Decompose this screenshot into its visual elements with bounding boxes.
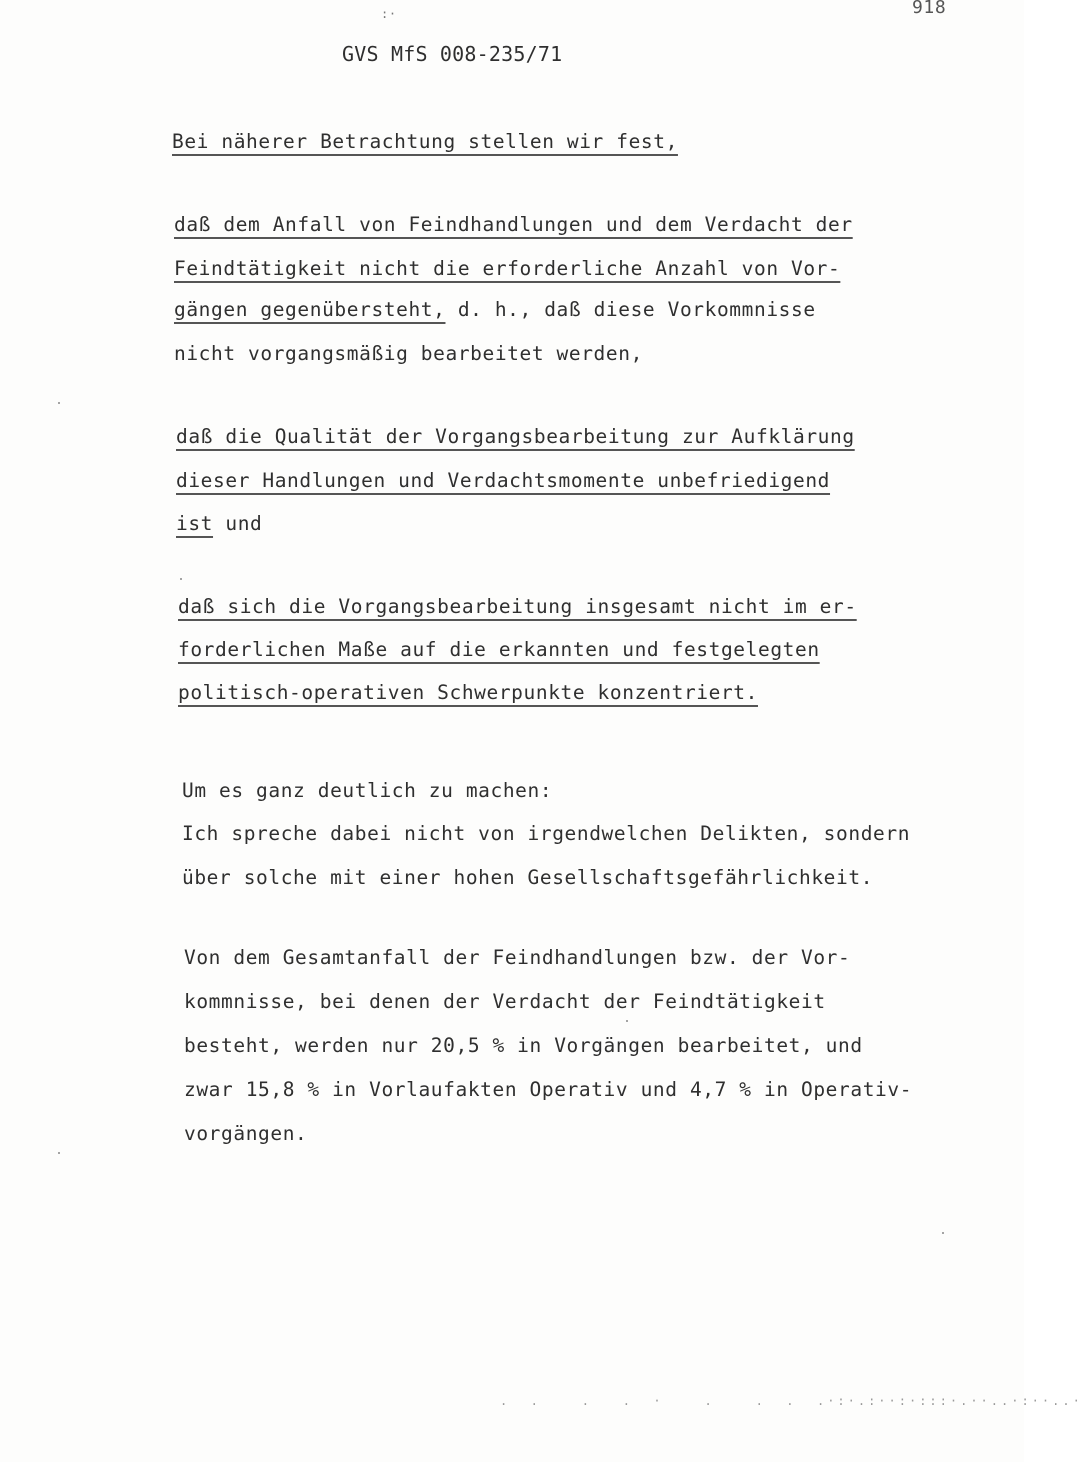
para1-line-3-underlined: gängen gegenübersteht, [174, 298, 446, 321]
para2-line-3-underlined: ist [176, 512, 214, 535]
para1-line-2: Feindtätigkeit nicht die erforderliche Anzahl von Vor- [174, 257, 841, 280]
para4-line-3: über solche mit einer hohen Gesellschaftsgefährlichkeit. [182, 866, 874, 889]
para2-line-3 [176, 512, 262, 536]
para3-line-1: daß sich die Vorgangsbearbeitung insgesamt nicht im er- [178, 595, 857, 618]
para4-line-1: Um es ganz deutlich zu machen: [182, 779, 553, 802]
para1-line-3 [174, 298, 816, 322]
scan-noise: . . . . · . . . .·:·.:··:·:::·.··..·:··..· [500, 1394, 1083, 1408]
speck [180, 578, 182, 580]
para5-line-2: kommnisse, bei denen der Verdacht der Feindtätigkeit [184, 990, 826, 1013]
speck [626, 1020, 628, 1022]
para1-line-1: daß dem Anfall von Feindhandlungen und dem Verdacht der [174, 213, 853, 236]
para5-line-3: besteht, werden nur 20,5 % in Vorgängen bearbeitet, und [184, 1034, 863, 1057]
para2-line-2: dieser Handlungen und Verdachtsmomente unbefriedigend [176, 469, 831, 492]
top-mark: :· [381, 7, 397, 21]
para1-line-4: nicht vorgangsmäßig bearbeitet werden, [174, 342, 643, 365]
para2-line-1: daß die Qualität der Vorgangsbearbeitung zur Aufklärung [176, 425, 855, 448]
para2-line-3-rest: und [213, 512, 263, 535]
page-number: 918 [912, 0, 947, 18]
para5-line-4: zwar 15,8 % in Vorlaufakten Operativ und 4,7 % in Operativ- [184, 1078, 913, 1101]
speck [58, 1152, 60, 1154]
para3-line-3: politisch-operativen Schwerpunkte konzentriert. [178, 681, 758, 704]
speck [58, 402, 60, 404]
para5-line-5: vorgängen. [184, 1122, 308, 1145]
para4-line-2: Ich spreche dabei nicht von irgendwelchen Delikten, sondern [182, 822, 911, 845]
para1-line-3-rest: d. h., daß diese Vorkommnisse [445, 298, 816, 321]
para5-line-1: Von dem Gesamtanfall der Feindhandlungen bzw. der Vor- [184, 946, 851, 969]
speck [942, 1232, 944, 1234]
para3-line-2: forderlichen Maße auf die erkannten und festgelegten [178, 638, 820, 661]
intro-line: Bei näherer Betrachtung stellen wir fest, [172, 130, 678, 153]
document-reference: GVS MfS 008-235/71 [342, 42, 563, 66]
